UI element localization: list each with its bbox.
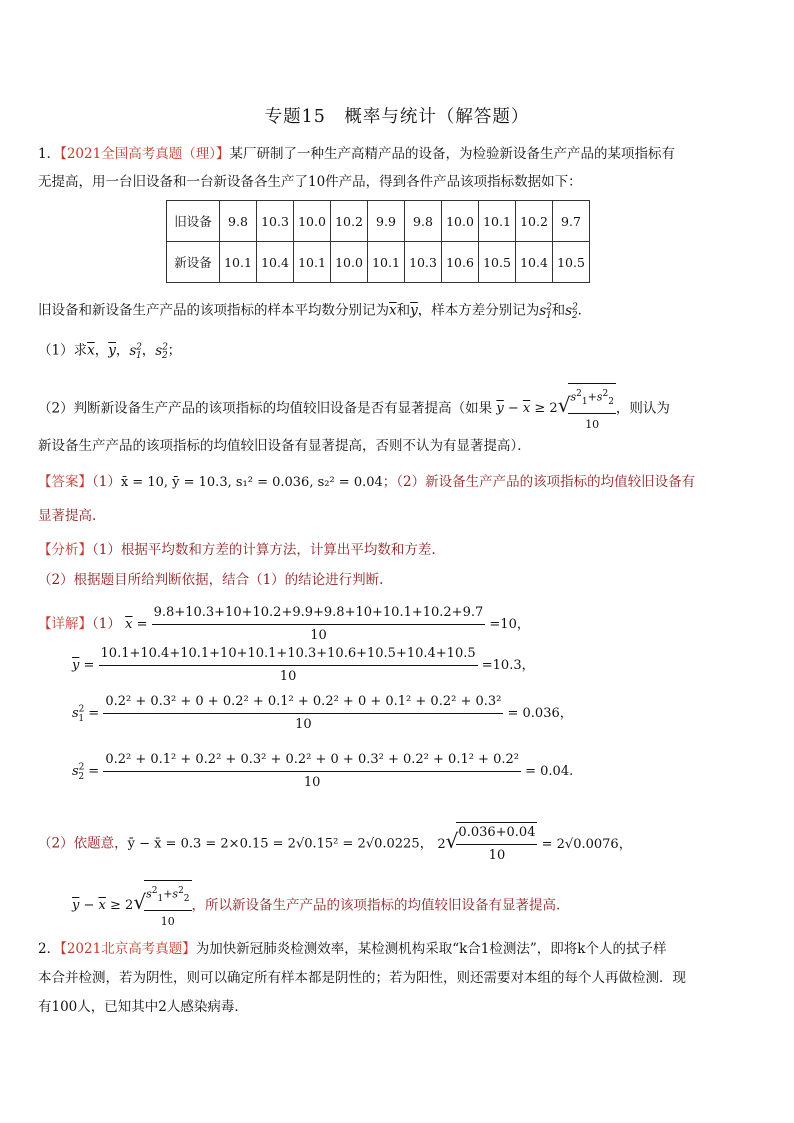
s1-symbol: $s^2_1$ — [129, 342, 143, 362]
data-table — [166, 200, 590, 283]
answer-tag: 【答案】 — [38, 474, 92, 490]
analysis-text: （1）根据平均数和方差的计算方法，计算出平均数和方差. — [92, 542, 436, 558]
analysis-line-2: （2）根据题目所给判断依据，结合（1）的结论进行判断. — [38, 572, 384, 588]
table-cell: 9.9 — [368, 201, 405, 242]
notation-end: ． — [577, 302, 592, 319]
s1-numerator: 0.2² + 0.3² + 0 + 0.2² + 0.1² + 0.2² + 0 + 0.1² + 0.2² + 0.3² — [103, 692, 503, 714]
threshold-formula: 2√ $\frac{0.036+0.04}{10}$ = 2√0.0076， — [437, 837, 631, 852]
s2-numerator: 0.2² + 0.1² + 0.2² + 0.3² + 0.2² + 0 + 0.3² + 0.2² + 0.1² + 0.2² — [103, 750, 521, 772]
table-cell: 10.0 — [331, 242, 368, 283]
question-text: 某厂研制了一种生产高精产品的设备，为检验新设备生产产品的某项指标有 — [229, 146, 675, 162]
s1-formula: $s^2_1$ = 0.2² + 0.3² + 0 + 0.2² + 0.1² + 0.2² + 0 + 0.1² + 0.2² + 0.3² 10 = 0.036， — [72, 706, 573, 721]
part-2-line-2: 新设备生产产品的该项指标的均值较旧设备有显著提高，否则不认为有显著提高）． — [38, 438, 531, 454]
answer-part: （1） — [92, 474, 121, 490]
source-tag: 【2021全国高考真题（理）】 — [60, 146, 230, 162]
s1-result: = 0.036， — [507, 706, 573, 721]
xbar-denominator: 10 — [310, 628, 327, 643]
table-cell: 10.5 — [479, 242, 516, 283]
s2-result: = 0.04. — [525, 764, 574, 779]
part-2-line-1 — [38, 383, 670, 435]
question-2-line-3: 有100人，已知其中2人感染病毒． — [38, 999, 248, 1015]
ybar-symbol: $\overline{y}$ — [108, 342, 116, 359]
question-text: 为加快新冠肺炎检测效率，某检测机构采取“k合1检测法”，即将k个人的拭子样 — [195, 941, 667, 957]
table-row-label: 新设备 — [167, 242, 220, 283]
question-number: 2． — [38, 941, 61, 957]
source-tag: 【2021北京高考真题】 — [60, 941, 196, 957]
s2-symbol: $s^2_2$ — [565, 302, 578, 322]
ybar-numerator: 10.1+10.4+10.1+10+10.1+10.3+10.6+10.5+10.4+10.5 — [99, 644, 478, 666]
ybar-denominator: 10 — [279, 669, 297, 684]
notation-text-2: ，样本方差分别记为 — [417, 302, 540, 319]
comparison-formula: ȳ − x̄ = 0.3 = 2×0.15 = 2√0.15² = 2√0.0225 — [127, 836, 420, 852]
ybar-formula: $\overline{y}$ = $\frac{10.1+10.4+10.1+10+10.1+10.3+10.6+10.5+10.4+10.5}{10}$ =10.3， — [72, 658, 535, 673]
detail-ybar — [72, 644, 535, 687]
detail-xbar — [38, 603, 530, 646]
threshold-denominator: 10 — [488, 848, 506, 863]
table-cell: 9.8 — [220, 201, 257, 242]
question-2-line-2: 本合并检测，若为阴性，则可以确定所有样本都是阴性的；若为阳性，则还需要对本组的每个人再做检测．现 — [38, 970, 686, 986]
detail-part-2-tag: （2） — [38, 835, 74, 852]
detail-part-2-text: 依题意， — [73, 835, 128, 852]
analysis-line-1 — [38, 540, 436, 560]
part-1: （1）求$\overline{x}$，$\overline{y}$，$s^2_1$，$s^2_2$； — [38, 342, 182, 362]
answer-line-1 — [38, 472, 695, 493]
detail-tag: 【详解】 — [38, 616, 92, 632]
s2-symbol: $s^2_2$ — [155, 342, 168, 362]
table-row — [167, 242, 590, 283]
detail-s2 — [72, 750, 573, 793]
table-cell: 10.0 — [442, 201, 479, 242]
answer-formula: x̄ = 10, ȳ = 10.3, s₁² = 0.036, s₂² = 0.04 — [120, 475, 383, 490]
table-cell: 10.1 — [368, 242, 405, 283]
detail-part: （1） — [92, 616, 121, 632]
question-1-line-2: 无提高，用一台旧设备和一台新设备各生产了10件产品，得到各件产品该项指标数据如下： — [38, 174, 582, 190]
threshold-numerator: 0.036+0.04 — [456, 823, 537, 845]
table-cell: 10.5 — [553, 242, 590, 283]
s1-denominator: 10 — [295, 717, 312, 732]
analysis-tag: 【分析】 — [38, 542, 92, 558]
table-cell: 10.1 — [220, 242, 257, 283]
xbar-formula: $\overline{x}$ = $\frac{9.8+10.3+10+10.2+9.9+9.8+10+10.1+10.2+9.7}{10}$ =10， — [125, 617, 530, 632]
notation-text: 旧设备和新设备生产产品的该项指标的样本平均数分别记为 — [38, 302, 389, 319]
table-cell: 10.2 — [516, 201, 553, 242]
criterion-formula: $\overline{y} - \overline{x} \ge 2√$ $\frac{s^2_1+s^2_2}{10}$ — [496, 401, 616, 416]
page-title: 专题15 概率与统计（解答题） — [264, 107, 530, 127]
table-cell: 9.8 — [405, 201, 442, 242]
notation-line — [38, 297, 591, 326]
table-cell: 10.4 — [516, 242, 553, 283]
table-cell: 10.0 — [294, 201, 331, 242]
detail-conclusion — [72, 880, 560, 932]
conclusion-text: ，所以新设备生产产品的该项指标的均值较旧设备有显著提高. — [191, 897, 561, 914]
ybar-symbol: $\overline{y}$ — [410, 302, 418, 319]
question-2-line-1 — [38, 939, 666, 959]
threshold-result: = 2√0.0076， — [541, 836, 632, 852]
table-row-label: 旧设备 — [167, 201, 220, 242]
part-2-text: （2）判断新设备生产产品的该项指标的均值较旧设备是否有显著提高（如果 — [38, 400, 493, 417]
part-2-text-b: ，则认为 — [615, 400, 670, 417]
table-cell: 10.3 — [257, 201, 294, 242]
answer-line-2: 显著提高. — [38, 508, 97, 524]
question-1-line-1 — [38, 144, 675, 164]
table-cell: 10.3 — [405, 242, 442, 283]
s2-denominator: 10 — [303, 775, 321, 790]
notation-and: 和 — [396, 302, 411, 319]
xbar-symbol: $\overline{x}$ — [389, 302, 397, 319]
table-cell: 9.7 — [553, 201, 590, 242]
table-cell: 10.1 — [294, 242, 331, 283]
table-cell: 10.4 — [257, 242, 294, 283]
xbar-symbol: $\overline{x}$ — [87, 342, 95, 359]
table-cell: 10.1 — [479, 201, 516, 242]
notation-and-2: 和 — [551, 302, 566, 319]
table-cell: 10.6 — [442, 242, 479, 283]
conclusion-formula: $\overline{y} - \overline{x} \ge 2√$ $\frac{s^2_1+s^2_2}{10}$ — [72, 898, 192, 913]
answer-text: ；（2）新设备生产产品的该项指标的均值较旧设备有 — [382, 474, 696, 490]
s1-symbol: $s^2_1$ — [539, 302, 552, 322]
ybar-result: =10.3， — [481, 658, 535, 673]
detail-s1 — [72, 692, 573, 735]
question-number: 1． — [38, 146, 61, 162]
table-cell: 10.2 — [331, 201, 368, 242]
xbar-numerator: 9.8+10.3+10+10.2+9.9+9.8+10+10.1+10.2+9.7 — [152, 603, 486, 625]
detail-part-2: （2）依题意，ȳ − x̄ = 0.3 = 2×0.15 = 2√0.15² = 2√0.0225， 2√ $\frac{0.036+0.04}{10}$ = 2√0.0076， — [38, 822, 632, 866]
xbar-result: =10， — [489, 617, 530, 632]
table-row — [167, 201, 590, 242]
part-1-text: （1）求 — [38, 342, 88, 359]
s2-formula: $s^2_2$ = 0.2² + 0.1² + 0.2² + 0.3² + 0.2² + 0 + 0.3² + 0.2² + 0.1² + 0.2² 10 = 0.04. — [72, 764, 573, 779]
